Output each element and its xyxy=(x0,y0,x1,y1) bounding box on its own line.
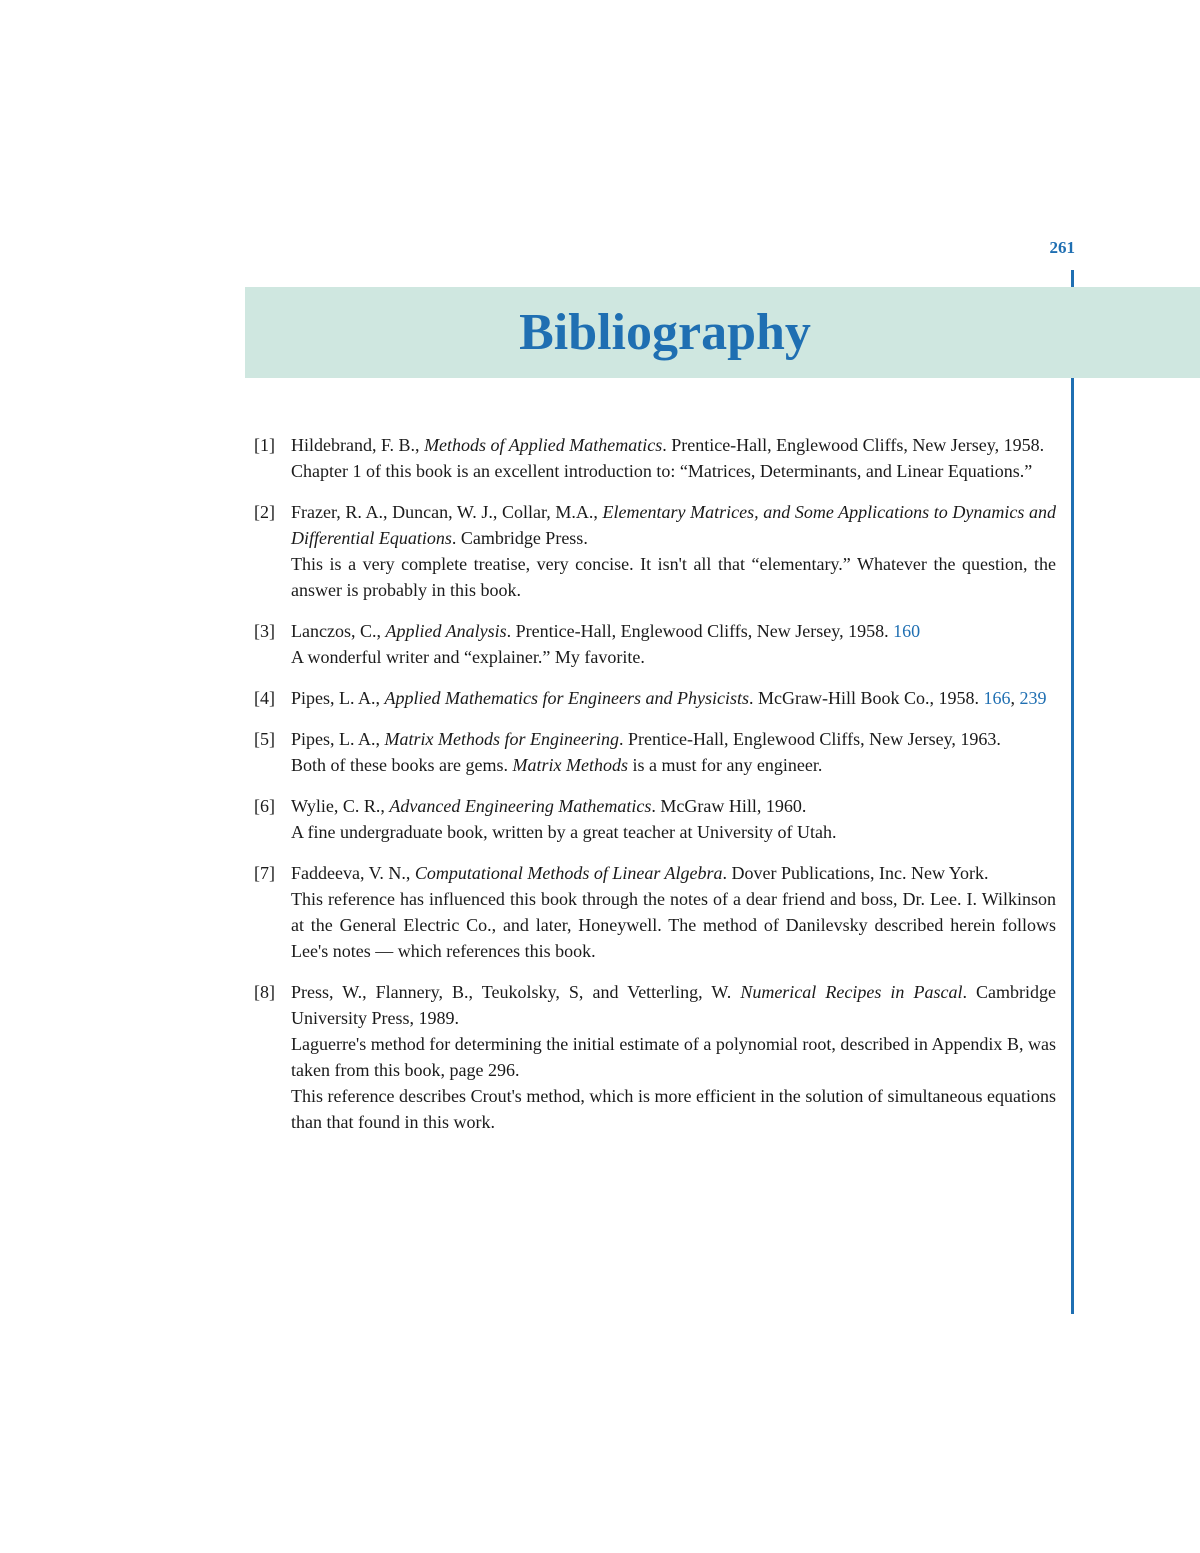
citation-authors: Pipes, L. A., xyxy=(291,688,385,708)
annotation-text: is a must for any engineer. xyxy=(627,755,823,775)
bibliography-entry xyxy=(254,685,1056,711)
page-ref-link[interactable]: 160 xyxy=(893,621,921,641)
annotation: A fine undergraduate book, written by a great teacher at University of Utah. xyxy=(291,822,837,842)
citation xyxy=(291,726,1056,752)
entry-number: [8] xyxy=(254,982,275,1002)
citation-publisher: . Prentice-Hall, Englewood Cliffs, New Jersey, 1963. xyxy=(618,729,1001,749)
citation xyxy=(291,793,1056,819)
citation-title: Applied Analysis xyxy=(385,621,507,641)
citation xyxy=(291,432,1056,458)
citation xyxy=(291,860,1056,886)
entry-number: [7] xyxy=(254,863,275,883)
entry-number: [2] xyxy=(254,502,275,522)
citation-authors: Press, W., Flannery, B., Teukolsky, S, and Vetterling, W. xyxy=(291,982,741,1002)
annotation: Chapter 1 of this book is an excellent introduction to: “Matrices, Determinants, and Linear Equations.” xyxy=(291,461,1033,481)
annotation xyxy=(291,752,1056,778)
annotation-text: Both of these books are gems. xyxy=(291,755,513,775)
bibliography-entry xyxy=(254,618,1056,670)
annotation: This reference describes Crout's method, which is more efficient in the solution of simultaneous equations than that found in this work. xyxy=(291,1086,1056,1132)
margin-rule xyxy=(1071,378,1074,1314)
citation xyxy=(291,499,1056,551)
page-number: 261 xyxy=(1049,238,1075,257)
citation-title: Numerical Recipes in Pascal xyxy=(740,982,963,1002)
citation-authors: Hildebrand, F. B., xyxy=(291,435,425,455)
citation: Pipes, L. A., Applied Mathematics for Engineers and Physicists. McGraw-Hill Book Co., 1958. 166, 239 xyxy=(291,688,1047,708)
entry-number: [3] xyxy=(254,621,275,641)
bibliography-entry xyxy=(254,432,1056,484)
bibliography-entry xyxy=(254,979,1056,1135)
citation-publisher: . McGraw Hill, 1960. xyxy=(651,796,807,816)
margin-rule-top xyxy=(1071,270,1074,287)
citation-authors: Lanczos, C., xyxy=(291,621,386,641)
citation-title: Elementary Matrices, and Some Applications to Dynamics and Differential Equations xyxy=(291,502,1056,548)
citation-title: Advanced Engineering Mathematics xyxy=(389,796,652,816)
annotation: This reference has influenced this book through the notes of a dear friend and boss, Dr. Lee. I. Wilkinson at the General Electric Co., and later, Honeywell. The method of Danilevsky described herein follows Lee's notes — which references this book. xyxy=(291,889,1056,961)
page-title: Bibliography xyxy=(519,304,811,361)
annotation: This is a very complete treatise, very concise. It isn't all that “elementary.” Whatever the question, the answer is probably in this book. xyxy=(291,554,1056,600)
annotation: Laguerre's method for determining the initial estimate of a polynomial root, described in Appendix B, was taken from this book, page 296. xyxy=(291,1034,1056,1080)
citation-authors: Wylie, C. R., xyxy=(291,796,390,816)
citation-title: Applied Mathematics for Engineers and Physicists xyxy=(384,688,749,708)
citation-authors: Pipes, L. A., xyxy=(291,729,385,749)
entry-number: [1] xyxy=(254,435,275,455)
citation-title: Matrix Methods for Engineering xyxy=(384,729,619,749)
bibliography-entry xyxy=(254,860,1056,964)
bibliography-entry xyxy=(254,499,1056,603)
bibliography-entry xyxy=(254,726,1056,778)
entry-number: [4] xyxy=(254,688,275,708)
entry-number: [6] xyxy=(254,796,275,816)
citation-publisher: . Prentice-Hall, Englewood Cliffs, New Jersey, 1958. xyxy=(506,621,889,641)
annotation: A wonderful writer and “explainer.” My favorite. xyxy=(291,647,645,667)
page-ref-link[interactable]: 166 xyxy=(983,688,1011,708)
citation-publisher: . McGraw-Hill Book Co., 1958. xyxy=(748,688,979,708)
citation-authors: Frazer, R. A., Duncan, W. J., Collar, M.A., xyxy=(291,502,603,522)
entry-number: [5] xyxy=(254,729,275,749)
citation-title: Methods of Applied Mathematics xyxy=(424,435,663,455)
citation-authors: Faddeeva, V. N., xyxy=(291,863,415,883)
page-ref-link[interactable]: 239 xyxy=(1019,688,1047,708)
citation-publisher: . Dover Publications, Inc. New York. xyxy=(722,863,989,883)
annotation-italic: Matrix Methods xyxy=(512,755,628,775)
bibliography-list xyxy=(254,432,1056,1150)
citation xyxy=(291,618,1056,644)
citation-publisher: . Cambridge Press. xyxy=(451,528,588,548)
citation-publisher: . Prentice-Hall, Englewood Cliffs, New Jersey, 1958. xyxy=(662,435,1045,455)
citation xyxy=(291,979,1056,1031)
citation-publisher: . Cambridge University Press, 1989. xyxy=(291,982,1056,1028)
bibliography-entry xyxy=(254,793,1056,845)
citation-title: Computational Methods of Linear Algebra xyxy=(414,863,723,883)
